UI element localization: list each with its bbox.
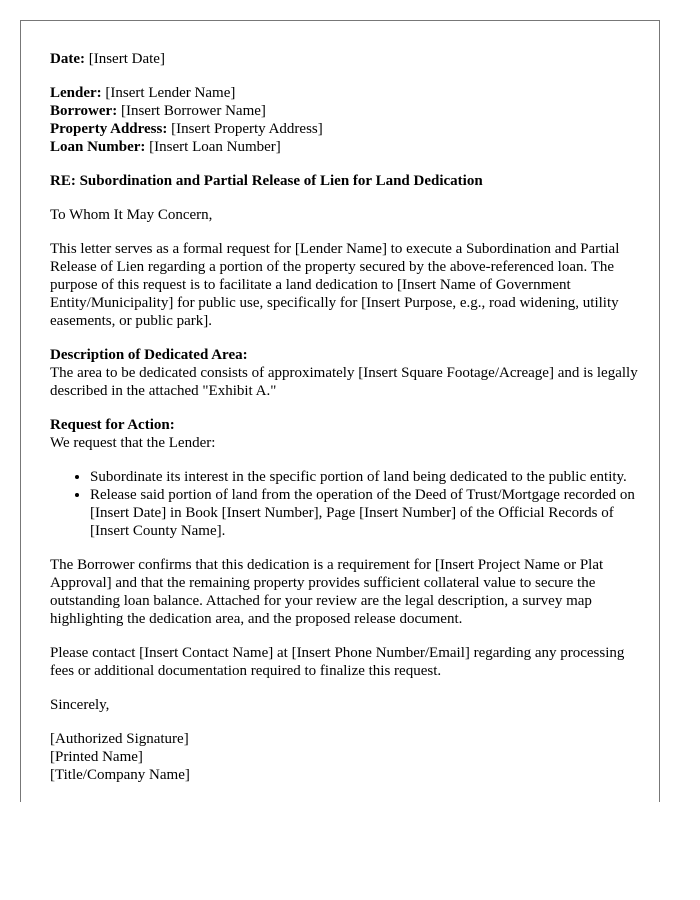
lender-label: Lender: [50,85,102,101]
lender-line [50,84,640,102]
borrower-label: Borrower: [50,103,118,119]
intro-paragraph: This letter serves as a formal request for [Lender Name] to execute a Subordination and Partial Release of Lien regarding a portion of the property secured by the above-referenced loan. The purpose of this request is to facilitate a land dedication to [Insert Name of Government Entity/Municipality] for public use, specifically for [Insert Purpose, e.g., road widening, utility easements, or public park]. [50,241,620,329]
loan-value: [Insert Loan Number] [145,139,281,155]
property-value: [Insert Property Address] [167,121,323,137]
printed-name: [Printed Name] [50,749,143,765]
request-heading: Request for Action: [50,417,175,433]
re-line [50,172,640,190]
request-section [50,416,640,452]
signature-line: [Authorized Signature] [50,731,189,747]
salutation: To Whom It May Concern, [50,207,213,223]
date-line [50,50,640,68]
request-item-subordinate: • Subordinate its interest in the specific portion of land being dedicated to the public entity. [90,468,640,486]
borrower-value: [Insert Borrower Name] [117,103,266,119]
letter-page [20,20,660,802]
re-text: RE: Subordination and Partial Release of Lien for Land Dedication [50,173,483,189]
property-label: Property Address: [50,121,168,137]
loan-line [50,138,640,156]
closing: Sincerely, [50,697,110,713]
confirmation-paragraph: The Borrower confirms that this dedication is a requirement for [Insert Project Name or Plat Approval] and that the remaining property provides sufficient collateral value to secure the outstanding loan balance. Attached for your review are the legal description, a survey map highlighting the dedication area, and the proposed release document. [50,557,604,627]
dedicated-area-text: The area to be dedicated consists of approximately [Insert Square Footage/Acreage] and is legally described in the attached "Exhibit A." [50,365,638,399]
title-company: [Title/Company Name] [50,767,190,783]
borrower-line [50,102,640,120]
parties-block [50,84,640,156]
dedicated-area-section [50,346,640,400]
dedicated-area-heading: Description of Dedicated Area: [50,347,248,363]
lender-value: [Insert Lender Name] [101,85,236,101]
request-list [50,468,640,540]
signature-block [50,730,640,784]
contact-paragraph: Please contact [Insert Contact Name] at [Insert Phone Number/Email] regarding any processing fees or additional documentation required to finalize this request. [50,645,625,679]
property-line [50,120,640,138]
date-label: Date: [50,51,85,67]
request-item-release: • Release said portion of land from the operation of the Deed of Trust/Mortgage recorded on [Insert Date] in Book [Insert Number], Page [Insert Number] of the Official Records of [Insert County Name]. [90,486,640,540]
loan-label: Loan Number: [50,139,146,155]
letter-content [50,50,640,784]
request-text: We request that the Lender: [50,435,216,451]
date-value: [Insert Date] [84,51,165,67]
